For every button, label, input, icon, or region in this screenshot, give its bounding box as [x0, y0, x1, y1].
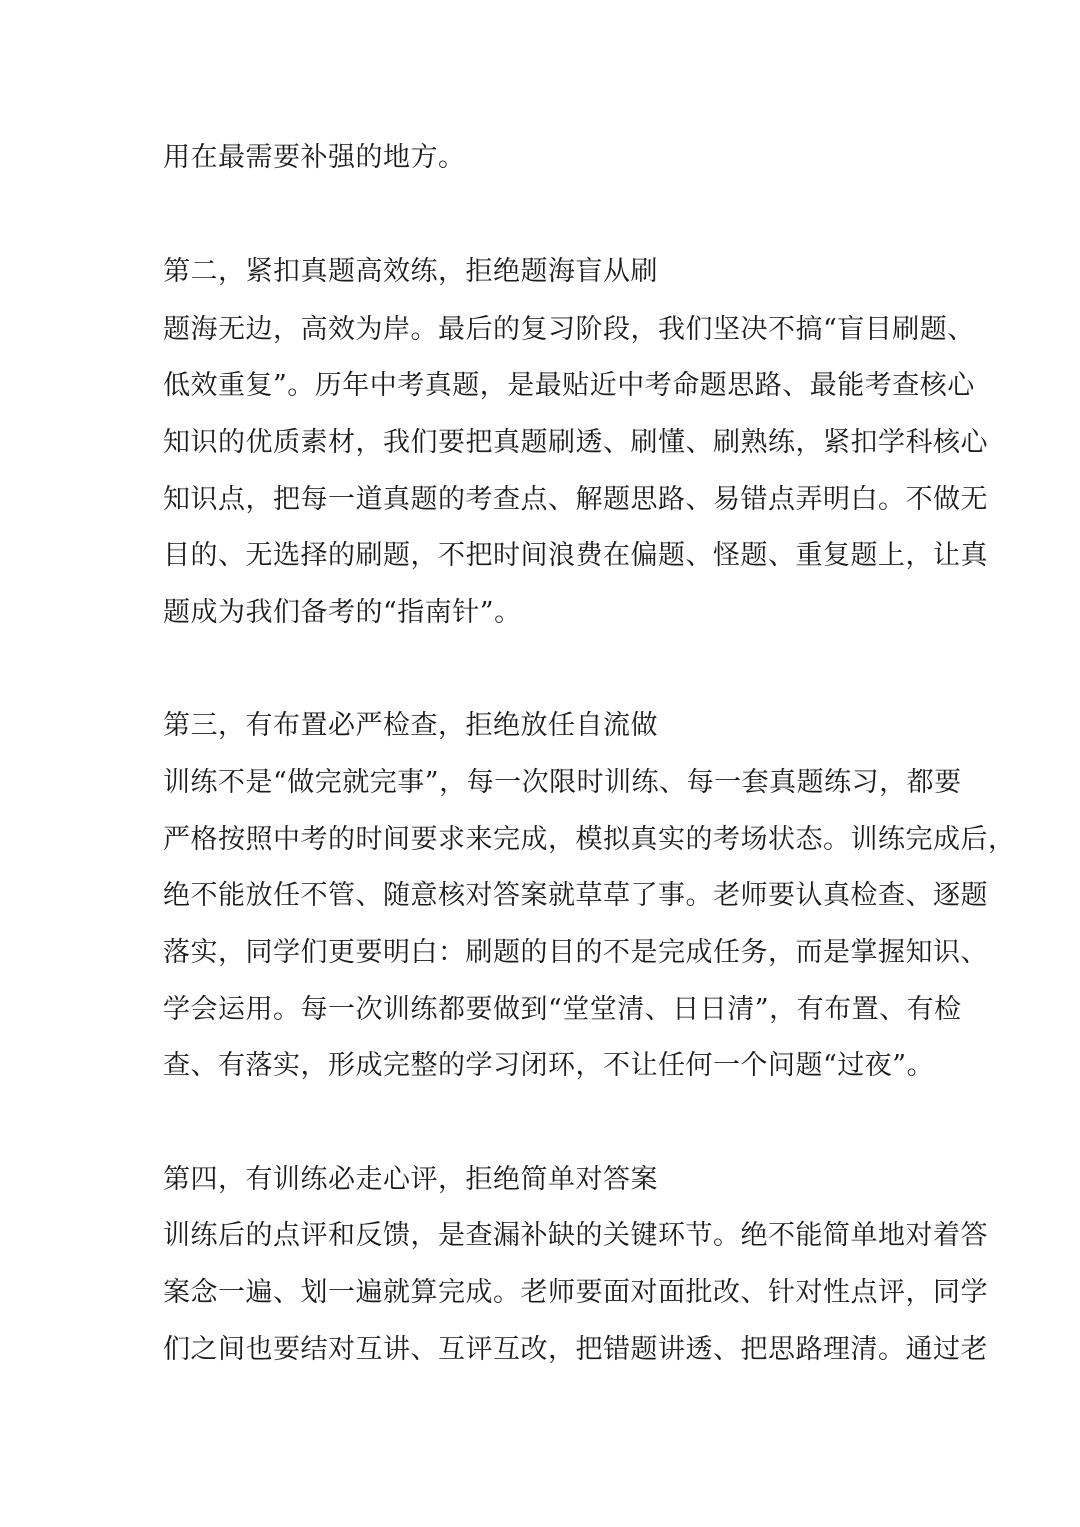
paragraph-line: 绝不能放任不管、随意核对答案就草草了事。老师要认真检查、逐题 — [163, 880, 988, 911]
section-heading-4: 第四，有训练必走心评，拒绝简单对答案 — [163, 1164, 658, 1195]
paragraph-line: 目的、无选择的刷题，不把时间浪费在偏题、怪题、重复题上，让真 — [163, 540, 988, 571]
paragraph-line: 用在最需要补强的地方。 — [163, 142, 466, 173]
paragraph-line: 学会运用。每一次训练都要做到“堂堂清、日日清”，有布置、有检 — [163, 994, 962, 1025]
paragraph-line: 训练不是“做完就完事”，每一次限时训练、每一套真题练习，都要 — [163, 767, 962, 798]
section-heading-3: 第三，有布置必严检查，拒绝放任自流做 — [163, 710, 658, 741]
paragraph-line: 题海无边，高效为岸。最后的复习阶段，我们坚决不搞“盲目刷题、 — [163, 314, 975, 345]
paragraph-line: 们之间也要结对互讲、互评互改，把错题讲透、把思路理清。通过老 — [163, 1334, 988, 1365]
paragraph-line: 知识点，把每一道真题的考查点、解题思路、易错点弄明白。不做无 — [163, 484, 988, 515]
paragraph-line: 查、有落实，形成完整的学习闭环，不让任何一个问题“过夜”。 — [163, 1050, 935, 1081]
paragraph-line: 低效重复”。历年中考真题，是最贴近中考命题思路、最能考查核心 — [163, 370, 975, 401]
paragraph-line: 严格按照中考的时间要求来完成，模拟真实的考场状态。训练完成后， — [163, 824, 1016, 855]
section-heading-2: 第二，紧扣真题高效练，拒绝题海盲从刷 — [163, 256, 658, 287]
paragraph-line: 案念一遍、划一遍就算完成。老师要面对面批改、针对性点评，同学 — [163, 1277, 988, 1308]
paragraph-line: 落实，同学们更要明白：刷题的目的不是完成任务，而是掌握知识、 — [163, 937, 988, 968]
paragraph-line: 训练后的点评和反馈，是查漏补缺的关键环节。绝不能简单地对着答 — [163, 1220, 988, 1251]
paragraph-line: 知识的优质素材，我们要把真题刷透、刷懂、刷熟练，紧扣学科核心 — [163, 427, 988, 458]
paragraph-line: 题成为我们备考的“指南针”。 — [163, 597, 522, 628]
